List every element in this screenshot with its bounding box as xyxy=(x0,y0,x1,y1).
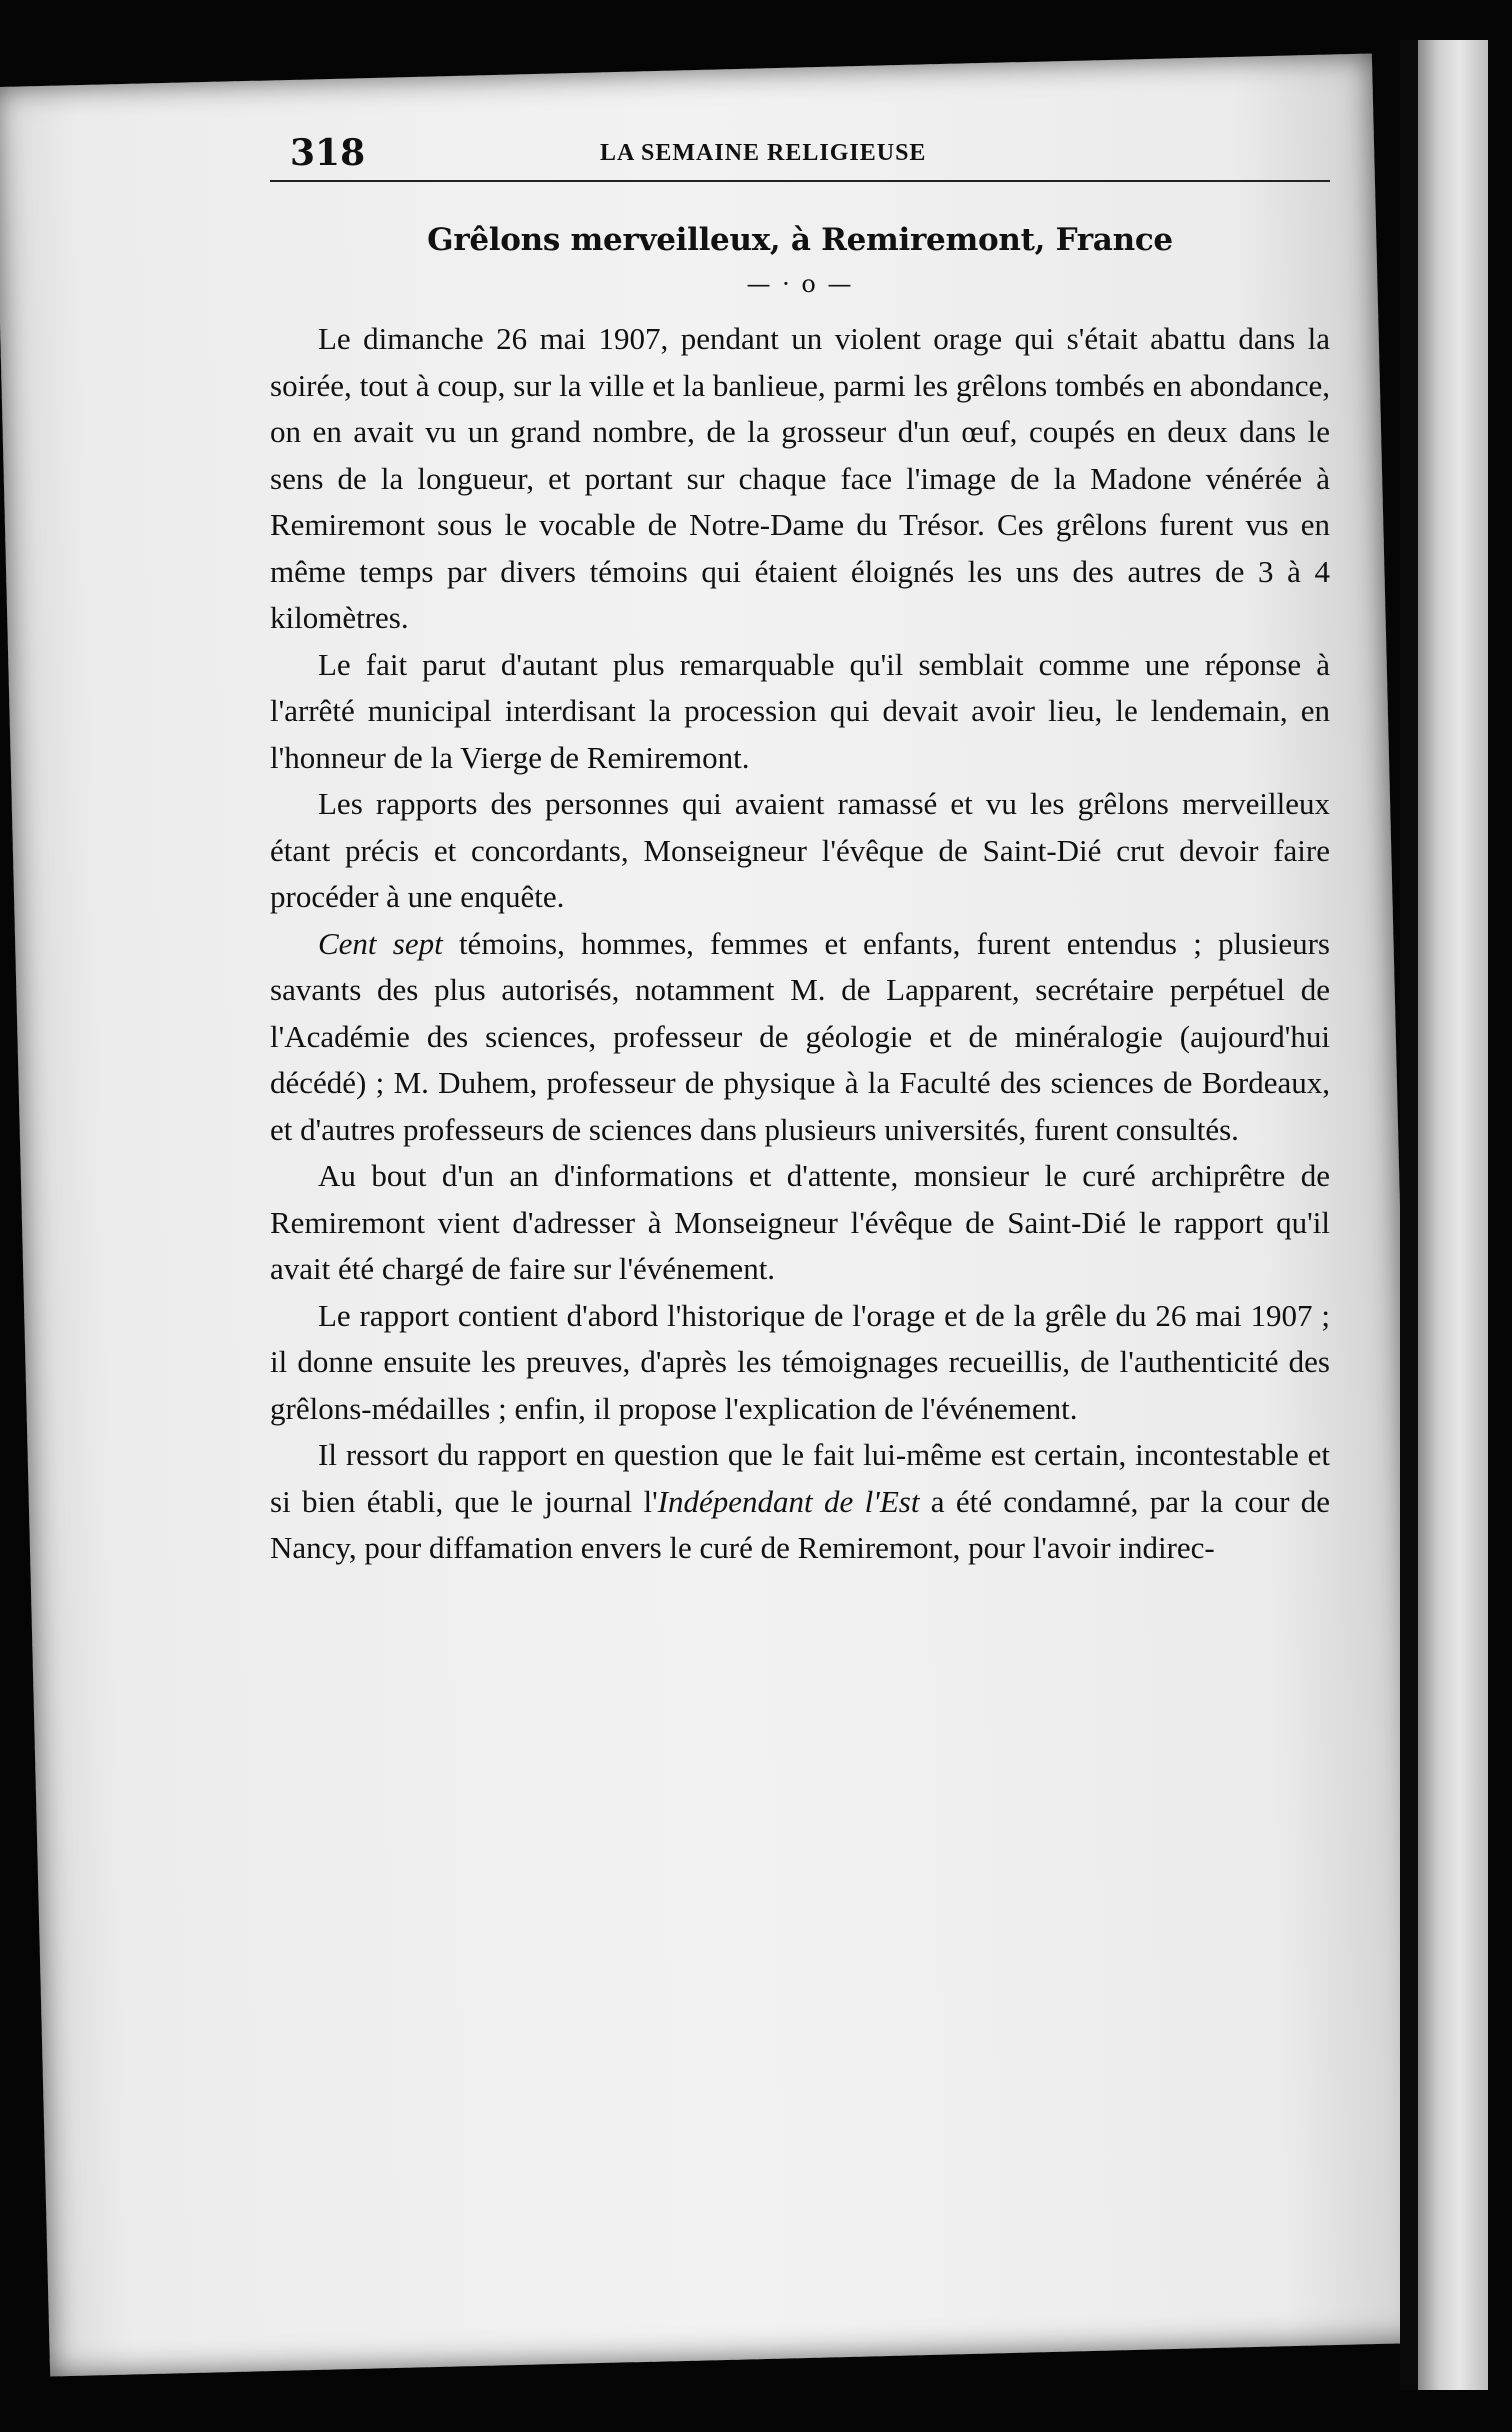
page-number: 318 xyxy=(290,132,366,174)
paragraph-4-italic-lead: Cent sept xyxy=(318,925,443,961)
paragraph-5: Au bout d'un an d'informations et d'attente, monsieur le curé archiprêtre de Remiremont vient d'adresser à Monseigneur l'évêque de Saint-Dié le rapport qu'il avait été chargé de faire sur l'événement. xyxy=(270,1158,1330,1286)
paragraph-4 xyxy=(270,921,1330,1154)
title-ornament: — · o — xyxy=(746,270,854,298)
journal-title: LA SEMAINE RELIGIEUSE xyxy=(600,140,927,166)
article-body xyxy=(270,316,1330,1572)
paragraph-6: Le rapport contient d'abord l'historique de l'orage et de la grêle du 26 mai 1907 ; il donne ensuite les preuves, d'après les témoignages recueillis, de l'authenticité des grêlons-médailles ; enfin, il propose l'explication de l'événement. xyxy=(270,1297,1330,1426)
paragraph-7-italic-journal: Indépendant de l'Est xyxy=(657,1483,920,1519)
next-page-edge xyxy=(1418,40,1488,2390)
paragraph-3: Les rapports des personnes qui avaient ramassé et vu les grêlons merveilleux étant précis et concordants, Monseigneur l'évêque de Saint-Dié crut devoir faire procéder à une enquête. xyxy=(270,786,1330,914)
paragraph-7-text-before: Il ressort du rapport en question que le fait lui-même est certain, incontestable et si bien établi, que le journal l' xyxy=(270,1437,1330,1519)
running-head xyxy=(270,110,1330,182)
page-content xyxy=(270,110,1330,1572)
paragraph-4-text: témoins, hommes, femmes et enfants, furent entendus ; plusieurs savants des plus autorisés, notamment M. de Lapparent, secrétaire perpétuel de l'Académie des sciences, professeur de géologie et de minéralogie (aujourd'hui décédé) ; M. Duhem, professeur de physique à la Faculté des sciences de Bordeaux, et d'autres professeurs de sciences dans plusieurs universités, furent consultés. xyxy=(270,925,1330,1147)
paragraph-7 xyxy=(270,1432,1330,1572)
paragraph-2: Le fait parut d'autant plus remarquable qu'il semblait comme une réponse à l'arrêté municipal interdisant la procession qui devait avoir lieu, le lendemain, en l'honneur de la Vierge de Remiremont. xyxy=(270,646,1330,775)
article-title: Grêlons merveilleux, à Remiremont, France xyxy=(427,222,1173,258)
paragraph-1: Le dimanche 26 mai 1907, pendant un violent orage qui s'était abattu dans la soirée, tout à coup, sur la ville et la banlieue, parmi les grêlons tombés en abondance, on en avait vu un grand nombre, de la grosseur d'un œuf, coupés en deux dans le sens de la longueur, et portant sur chaque face l'image de la Madone vénérée à Remiremont sous le vocable de Notre-Dame du Trésor. Ces grêlons furent vus en même temps par divers témoins qui étaient éloignés les uns des autres de 3 à 4 kilomètres. xyxy=(270,321,1330,635)
paragraph-7-text-after: a été condamné, par la cour de Nancy, pour diffamation envers le curé de Remiremont, pour l'avoir indirec- xyxy=(270,1483,1331,1565)
